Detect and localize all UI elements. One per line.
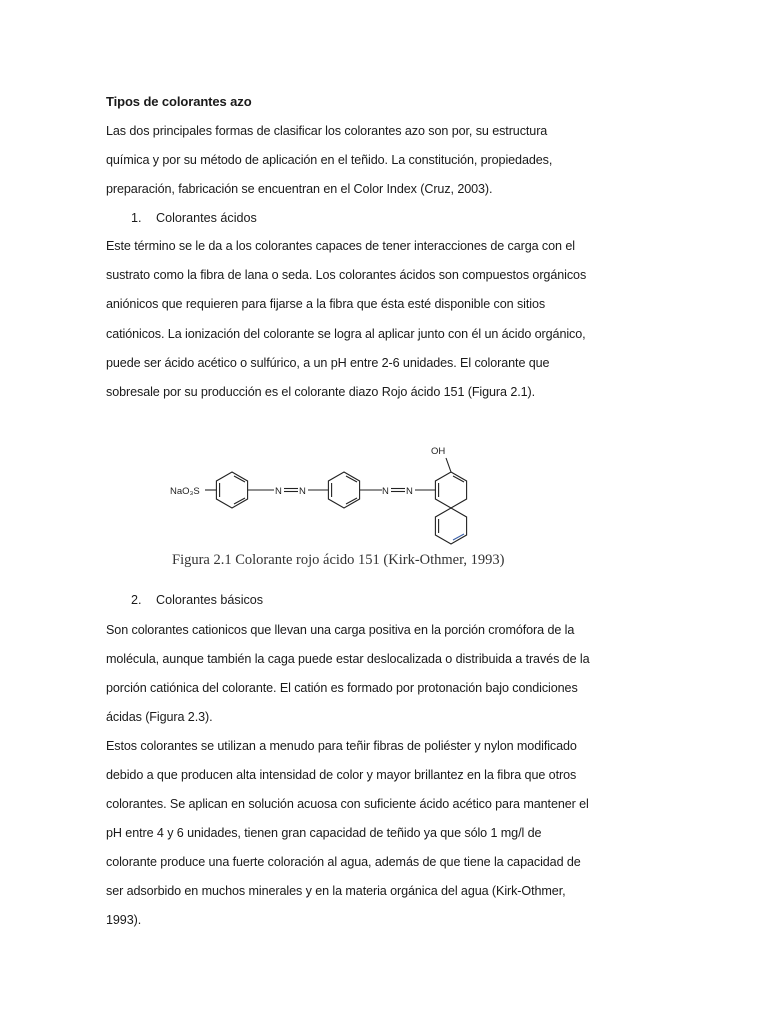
paragraph-line: debido a que producen alta intensidad de color y mayor brillantez en la fibra que otros	[106, 768, 577, 782]
paragraph-line: Son colorantes cationicos que llevan una carga positiva en la porción cromófora de la	[106, 623, 575, 637]
list-label-acidos: Colorantes ácidos	[156, 211, 257, 225]
naso3s-label: NaO₃S	[170, 486, 200, 497]
paragraph-line: 1993).	[106, 913, 142, 927]
intro-line: Las dos principales formas de clasificar los colorantes azo son por, su estructura	[106, 124, 548, 138]
intro-line: preparación, fabricación se encuentran en el Color Index (Cruz, 2003).	[106, 182, 493, 196]
paragraph-line: Estos colorantes se utilizan a menudo para teñir fibras de poliéster y nylon modificado	[106, 739, 577, 753]
azo-n-label: N	[299, 486, 306, 497]
figure-caption: Figura 2.1 Colorante rojo ácido 151 (Kirk-Othmer, 1993)	[172, 552, 505, 568]
paragraph-line: colorantes. Se aplican en solución acuosa con suficiente ácido acético para mantener el	[106, 797, 589, 811]
paragraph-line: sobresale por su producción es el colorante diazo Rojo ácido 151 (Figura 2.1).	[106, 385, 536, 399]
list-number: 1.	[131, 211, 142, 225]
paragraph-line: molécula, aunque también la caga puede estar deslocalizada o distribuida a través de la	[106, 652, 590, 666]
list-label-basicos: Colorantes básicos	[156, 593, 264, 607]
paragraph-line: ácidas (Figura 2.3).	[106, 710, 213, 724]
oh-label: OH	[431, 446, 446, 457]
paragraph-line: colorante produce una fuerte coloración al agua, además de que tiene la capacidad de	[106, 855, 581, 869]
azo-dye-structure	[160, 438, 500, 548]
paragraph-line: porción catiónica del colorante. El catión es formado por protonación bajo condiciones	[106, 681, 578, 695]
list-number: 2.	[131, 593, 142, 607]
paragraph-line: sustrato como la fibra de lana o seda. Los colorantes ácidos son compuestos orgánicos	[106, 268, 587, 282]
section-heading: Tipos de colorantes azo	[106, 94, 252, 109]
azo-n-label: N	[406, 486, 413, 497]
azo-n-label: N	[275, 486, 282, 497]
intro-line: química y por su método de aplicación en el teñido. La constitución, propiedades,	[106, 153, 553, 167]
paragraph-line: ser adsorbido en muchos minerales y en la materia orgánica del agua (Kirk-Othmer,	[106, 884, 566, 898]
azo-n-label: N	[382, 486, 389, 497]
paragraph-line: Este término se le da a los colorantes capaces de tener interacciones de carga con el	[106, 239, 575, 253]
paragraph-line: catiónicos. La ionización del colorante se logra al aplicar junto con él un ácido orgánico,	[106, 327, 586, 341]
paragraph-line: puede ser ácido acético o sulfúrico, a un pH entre 2-6 unidades. El colorante que	[106, 356, 550, 370]
paragraph-line: aniónicos que requieren para fijarse a la fibra que ésta esté disponible con sitios	[106, 297, 546, 311]
paragraph-line: pH entre 4 y 6 unidades, tienen gran capacidad de teñido ya que sólo 1 mg/l de	[106, 826, 542, 840]
